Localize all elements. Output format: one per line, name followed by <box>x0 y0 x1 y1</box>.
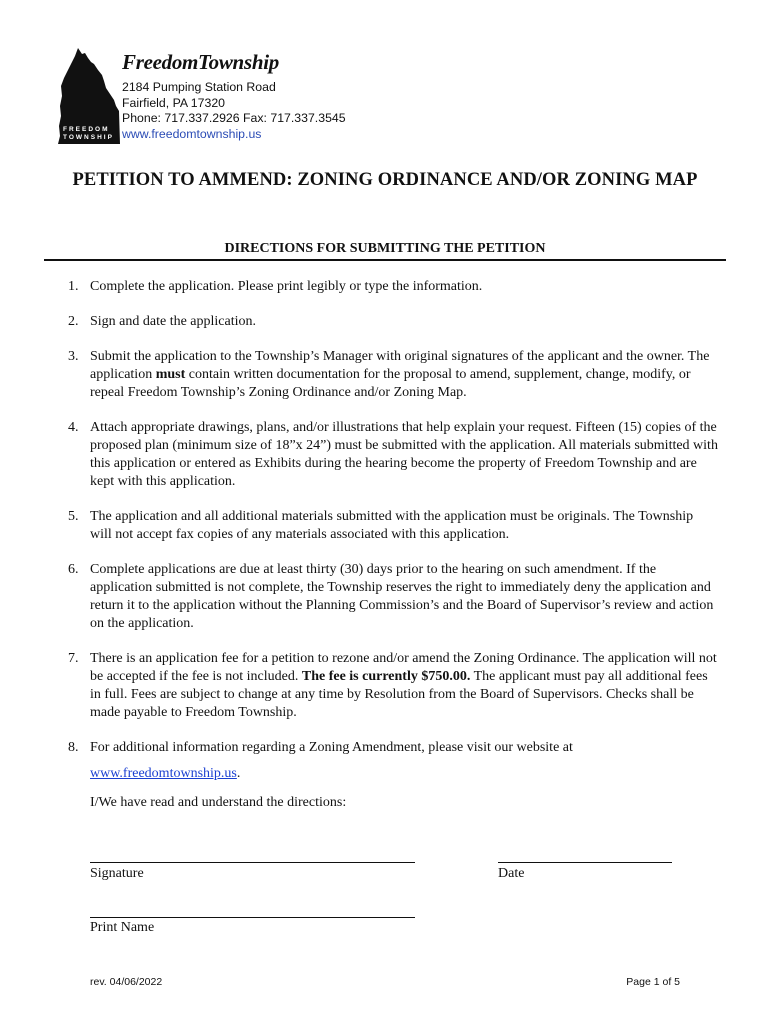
step-text: Sign and date the application. <box>90 314 257 329</box>
logo-text-line2: TOWNSHIP <box>63 134 114 141</box>
heading-divider <box>44 259 726 261</box>
step-text: There is an application fee for a petition to rezone and/or amend the Zoning Ordinance. The application will not be accepted if the fee is not included. <box>90 651 717 684</box>
list-item <box>68 419 718 491</box>
step-number: 4. <box>68 420 79 435</box>
step-number: 5. <box>68 509 79 524</box>
step-number: 8. <box>68 740 79 755</box>
website-link[interactable]: www.freedomtownship.us <box>90 766 237 781</box>
organization-name: FreedomTownship <box>122 50 279 74</box>
phone-fax: Phone: 717.337.2926 Fax: 717.337.3545 <box>122 111 346 125</box>
step-text: Complete applications are due at least thirty (30) days prior to the hearing on such amendment. If the application submitted is not complete, the Township reserves the right to immediately deny the application and return it to the application without the Planning Commission’s and the Board of Supervisor’s review and action on the application. <box>90 562 714 631</box>
print-name-label: Print Name <box>90 920 155 935</box>
address-line1: 2184 Pumping Station Road <box>122 80 276 94</box>
list-item <box>68 561 718 633</box>
list-item <box>68 278 718 296</box>
print-name-line[interactable] <box>90 917 415 918</box>
list-item <box>68 650 718 722</box>
step-number: 1. <box>68 279 79 294</box>
acknowledgement-text: I/We have read and understand the directions: <box>90 795 347 810</box>
header-website-link[interactable]: www.freedomtownship.us <box>122 126 262 141</box>
step-text: contain written documentation for the proposal to amend, supplement, change, modify, or repeal Freedom Township’s Zoning Ordinance and/or Zoning Map. <box>90 367 691 400</box>
step-number: 3. <box>68 349 79 364</box>
directions-list <box>68 278 718 800</box>
signature-line[interactable] <box>90 862 415 863</box>
date-label: Date <box>498 866 525 881</box>
date-line[interactable] <box>498 862 672 863</box>
step-text: The application and all additional materials submitted with the application must be originals. The Township will not accept fax copies of any materials associated with this application. <box>90 509 694 542</box>
revision-date: rev. 04/06/2022 <box>90 976 163 988</box>
link-period: . <box>236 766 241 781</box>
list-item <box>68 313 718 331</box>
logo-text-line1: FREEDOM <box>63 126 110 133</box>
step-number: 6. <box>68 562 79 577</box>
step-text: The applicant must pay all additional fees in full. Fees are subject to change at any time by Resolution from the Board of Supervisors. Checks shall be made payable to Freedom Township. <box>90 669 708 720</box>
list-item <box>68 508 718 544</box>
step-number: 2. <box>68 314 79 329</box>
document-title: PETITION TO AMMEND: ZONING ORDINANCE AND/OR ZONING MAP <box>72 170 698 190</box>
page-number: Page 1 of 5 <box>626 976 680 988</box>
step-emphasis: must <box>155 367 186 382</box>
directions-heading: DIRECTIONS FOR SUBMITTING THE PETITION <box>224 241 546 256</box>
fee-emphasis: The fee is currently $750.00. <box>301 669 471 684</box>
address-line2: Fairfield, PA 17320 <box>122 95 225 110</box>
logo-wordmark <box>63 126 114 142</box>
step-number: 7. <box>68 651 79 666</box>
step-text: Attach appropriate drawings, plans, and/or illustrations that help explain your request. Fifteen (15) copies of the proposed plan (minimum size of 18”x 24”) must be submitted with the application. All materials submitted with this application or entered as Exhibits during the hearing become the property of Freedom Township and are kept with this application. <box>90 420 718 489</box>
list-item <box>68 348 718 402</box>
step-text: Complete the application. Please print legibly or type the information. <box>90 279 483 294</box>
step-text: Submit the application to the Township’s Manager with original signatures of the applicant and the owner. The application <box>90 349 710 382</box>
list-item <box>68 739 718 783</box>
address-block <box>122 80 346 142</box>
signature-label: Signature <box>90 866 144 881</box>
step-text: For additional information regarding a Zoning Amendment, please visit our website at <box>90 740 573 755</box>
